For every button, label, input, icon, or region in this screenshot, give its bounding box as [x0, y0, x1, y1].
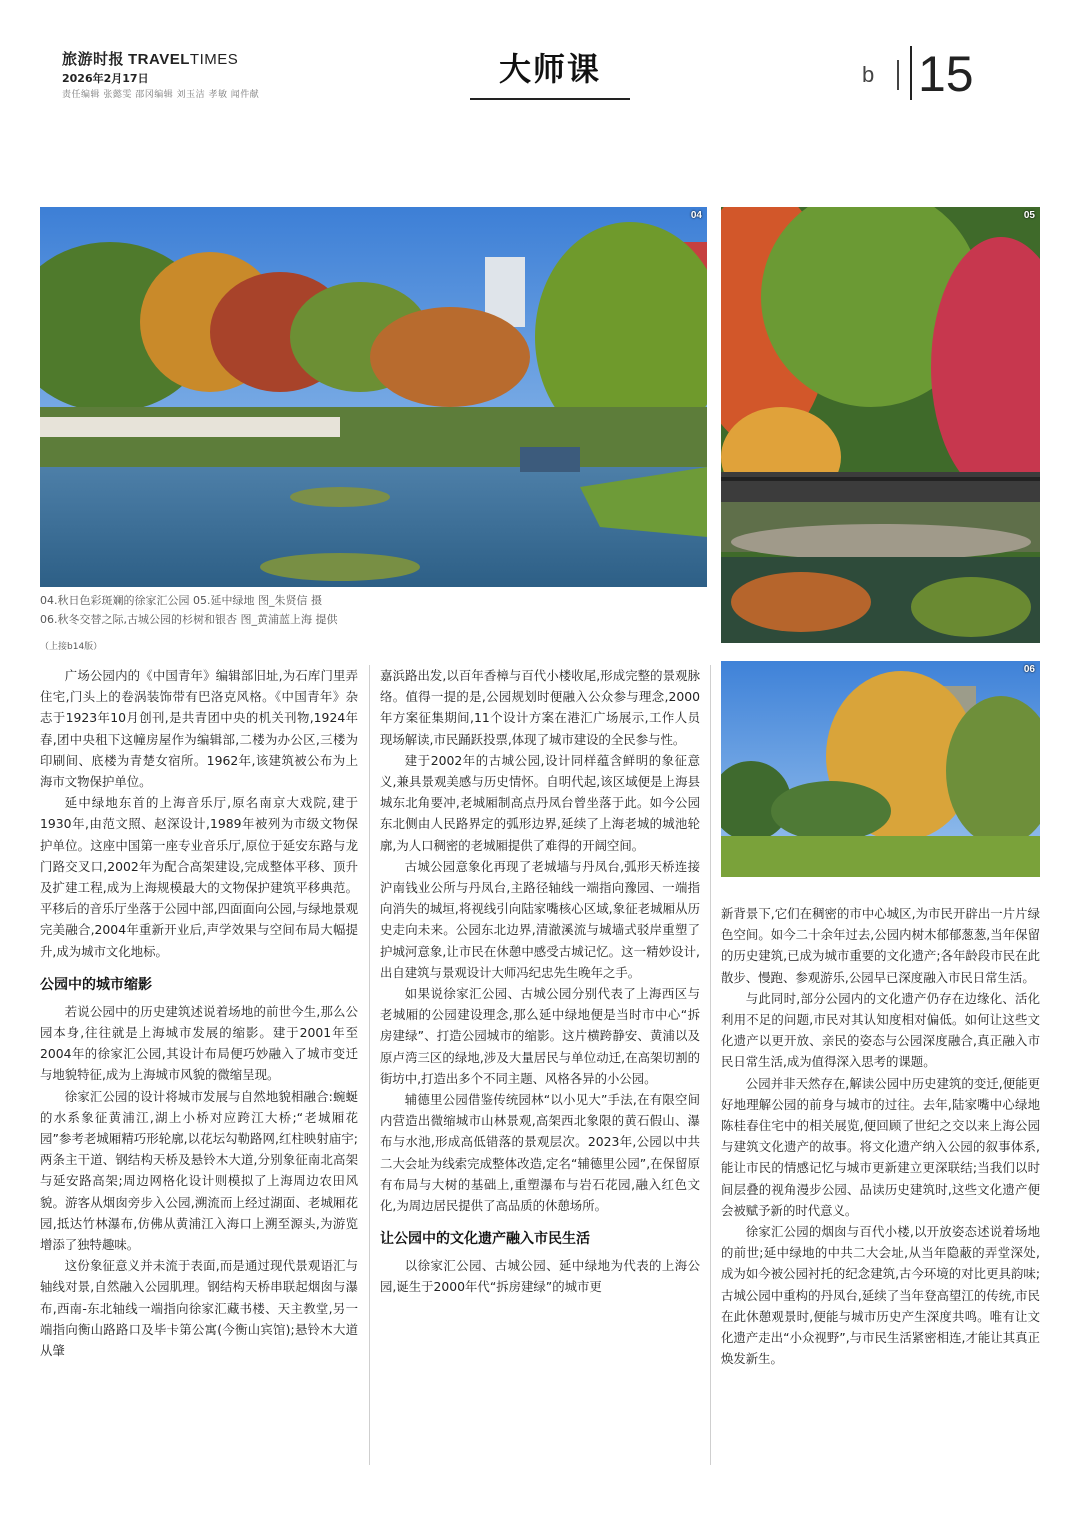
photo-caption-line-1: 04.秋日色彩斑斓的徐家汇公园 05.延中绿地 图_朱贤信 摄 [40, 594, 322, 607]
subheading-cultural-heritage: 让公园中的文化遗产融入市民生活 [380, 1231, 590, 1248]
paragraph: 广场公园内的《中国青年》编辑部旧址,为石库门里弄住宅,门头上的卷涡装饰带有巴洛克风格。《中国青年》杂志于1923年10月创刊,是共青团中央的机关刊物,1924年春,团中央租下这幢房屋作为编辑部,二楼为办公区,三楼为印刷间、底楼为青楚女宿所。1962年,该建筑被公布为上海市文物保护单位。 [40, 668, 358, 790]
page-number-divider [910, 46, 912, 100]
brand-cn: 旅游时报 [62, 50, 125, 68]
column-divider [710, 665, 711, 1465]
paragraph: 若说公园中的历史建筑述说着场地的前世今生,那么公园本身,往往就是上海城市发展的缩影。建于2001年至2004年的徐家汇公园,其设计布局便巧妙融入了城市变迁与地貌特征,成为上海城市风貌的微缩呈现。 [40, 1003, 358, 1083]
paragraph: 与此同时,部分公园内的文化遗产仍存在边缘化、活化利用不足的问题,市民对其认知度相对偏低。如何让这些文化遗产以更开放、亲民的姿态与公园深度融合,真正融入市民日常生活,成为值得深入思考的课题。 [721, 990, 1040, 1070]
section-title: 大师课 [498, 50, 601, 88]
paragraph: 建于2002年的古城公园,设计同样蕴含鲜明的象征意义,兼具景观美感与历史情怀。自明代起,该区域便是上海县城东北角要冲,老城厢制高点丹凤台曾坐落于此。如今公园东北侧由人民路界定的弧形边界,延续了上海老城的城池轮廓,为人口稠密的老城厢提供了难得的开阔空间。 [380, 752, 700, 853]
paragraph: 徐家汇公园的烟囱与百代小楼,以开放姿态述说着场地的前世;延中绿地的中共二大会址,从当年隐蔽的弄堂深处,成为如今被公园衬托的纪念建筑,古今环境的对比更具韵味;古城公园中重构的丹凤台,延续了当年登高望江的传统,市民在此休憩观景时,便能与城市历史产生深度共鸣。唯有让文化遗产走出“小众视野”,与市民生活紧密相连,才能让其真正焕发新生。 [721, 1224, 1040, 1367]
column-divider [369, 665, 370, 1465]
photo-label-05: 05 [1023, 210, 1035, 221]
newspaper-brand [62, 48, 238, 69]
paragraph: 如果说徐家汇公园、古城公园分别代表了上海西区与老城厢的公园建设理念,那么延中绿地便是当时市中心“拆房建绿”、打造公园城市的缩影。这片横跨静安、黄浦以及原卢湾三区的绿地,涉及大量居民与单位动迁,在高架切割的街坊中,打造出多个不同主题、风格各异的小公园。 [380, 986, 700, 1086]
paragraph: 公园并非天然存在,解读公园中历史建筑的变迁,便能更好地理解公园的前身与城市的过往。去年,陆家嘴中心绿地陈桂春住宅中的相关展览,便回顾了世纪之交以来上海公园与建筑文化遗产的故事。将文化遗产纳入公园的叙事体系,能让市民的情感记忆与城市更新建立更深联结;当我们以时间层叠的视角漫步公园、品读历史建筑时,这些文化遗产便会被赋予新的时代意义。 [721, 1075, 1040, 1218]
paragraph: 辅德里公园借鉴传统园林“以小见大”手法,在有限空间内营造出微缩城市山林景观,高架西北象限的黄石假山、瀑布与水池,形成高低错落的景观层次。2023年,公园以中共二大会址为线索完成整体改造,定名“辅德里公园”,在保留原有布局与大树的基础上,重塑瀑布与岩石花园,融入红色文化,为周边居民提供了高品质的休憩场所。 [380, 1092, 700, 1214]
page-number: 15 [918, 46, 974, 102]
photo-caption-line-2: 06.秋冬交替之际,古城公园的杉树和银杏 图_黄浦蓝上海 提供 [40, 613, 338, 626]
photo-yanzhong-green-image [721, 207, 1040, 643]
page-section-letter: b [862, 62, 875, 87]
paragraph: 以徐家汇公园、古城公园、延中绿地为代表的上海公园,诞生于2000年代“拆房建绿”的城市更 [380, 1258, 700, 1295]
paragraph: 延中绿地东首的上海音乐厅,原名南京大戏院,建于1930年,由范文照、赵深设计,1989年被列为市级文物保护单位。这座中国第一座专业音乐厅,原位于延安东路与龙门路交叉口,2002年为配合高架建设,完成整体平移、顶升及扩建工程,成为上海规模最大的文物保护建筑平移典范。平移后的音乐厅坐落于公园中部,四面面向公园,与绿地景观完美融合,2004年重新开业后,声学效果与空间布局大幅提升,成为城市文化地标。 [40, 795, 358, 959]
brand-en-light: TIMES [189, 51, 239, 68]
photo-label-06: 06 [1023, 664, 1035, 675]
article-column-1 [40, 665, 358, 1361]
brand-en-bold: TRAVEL [128, 51, 190, 68]
article-column-3 [721, 903, 1040, 1369]
paragraph: 新背景下,它们在稠密的市中心城区,为市民开辟出一片片绿色空间。如今二十余年过去,公园内树木郁郁葱葱,当年保留的历史建筑,已成为城市重要的文化遗产;各年龄段市民在此散步、慢跑、参观游乐,公园早已深度融入市民日常生活。 [721, 906, 1040, 985]
paragraph: 徐家汇公园的设计将城市发展与自然地貌相融合:蜿蜒的水系象征黄浦江,湖上小桥对应跨江大桥;“老城厢花园”参考老城厢精巧形轮廓,以花坛勾勒路网,红柱映射庙宇;两条主干道、钢结构天桥及悬铃木大道,分别象征南北高架与延安路高架;周边网格化设计则模拟了上海周边农田风貌。游客从烟囱旁步入公园,溯流而上经过湖面、老城厢花园,抵达竹林瀑布,仿佛从黄浦江入海口上溯至源头,为游览增添了独特趣味。 [40, 1088, 358, 1253]
paragraph: 嘉浜路出发,以百年香樟与百代小楼收尾,形成完整的景观脉络。值得一提的是,公园规划时便融入公众参与理念,2000年方案征集期间,11个设计方案在港汇广场展示,工作人员现场解读,市民踊跃投票,体现了城市建设的全民参与性。 [380, 668, 700, 747]
photo-xujiahui-park [40, 207, 707, 587]
photo-yanzhong-green [721, 207, 1040, 643]
issue-date: 2026年2月17日 [62, 72, 149, 85]
paragraph: 这份象征意义并未流于表面,而是通过现代景观语汇与轴线对景,自然融入公园肌理。钢结构天桥串联起烟囱与瀑布,西南-东北轴线一端指向徐家汇藏书楼、天主教堂,另一端指向衡山路路口及毕卡第公寓(今衡山宾馆);悬铃木大道从肇 [40, 1258, 358, 1359]
article-column-2 [380, 665, 700, 1298]
photo-xujiahui-park-image [40, 207, 707, 587]
continued-from-note: （上接b14版） [40, 642, 103, 652]
photo-gucheng-park-image [721, 661, 1040, 877]
paragraph: 古城公园意象化再现了老城墙与丹凤台,弧形天桥连接沪南钱业公所与丹凤台,主路径轴线一端指向豫园、一端指向消失的城垣,将视线引向陆家嘴核心区域,象征老城厢从历史走向未来。公园东北边界,清澈溪流与城墙式驳岸重塑了护城河意象,让市民在休憩中感受古城记忆。这一精妙设计,出自建筑与景观设计大师冯纪忠先生晚年之手。 [380, 858, 700, 980]
section-title-rule [470, 98, 630, 100]
editor-credits: 责任编辑 张懿雯 邵冈编辑 刘玉洁 孝敏 闻件献 [62, 90, 260, 100]
subheading-city-miniature: 公园中的城市缩影 [40, 976, 152, 993]
photo-gucheng-park [721, 661, 1040, 877]
photo-label-04: 04 [690, 210, 702, 221]
masthead [0, 0, 1080, 110]
page-letter-bar [897, 60, 899, 90]
